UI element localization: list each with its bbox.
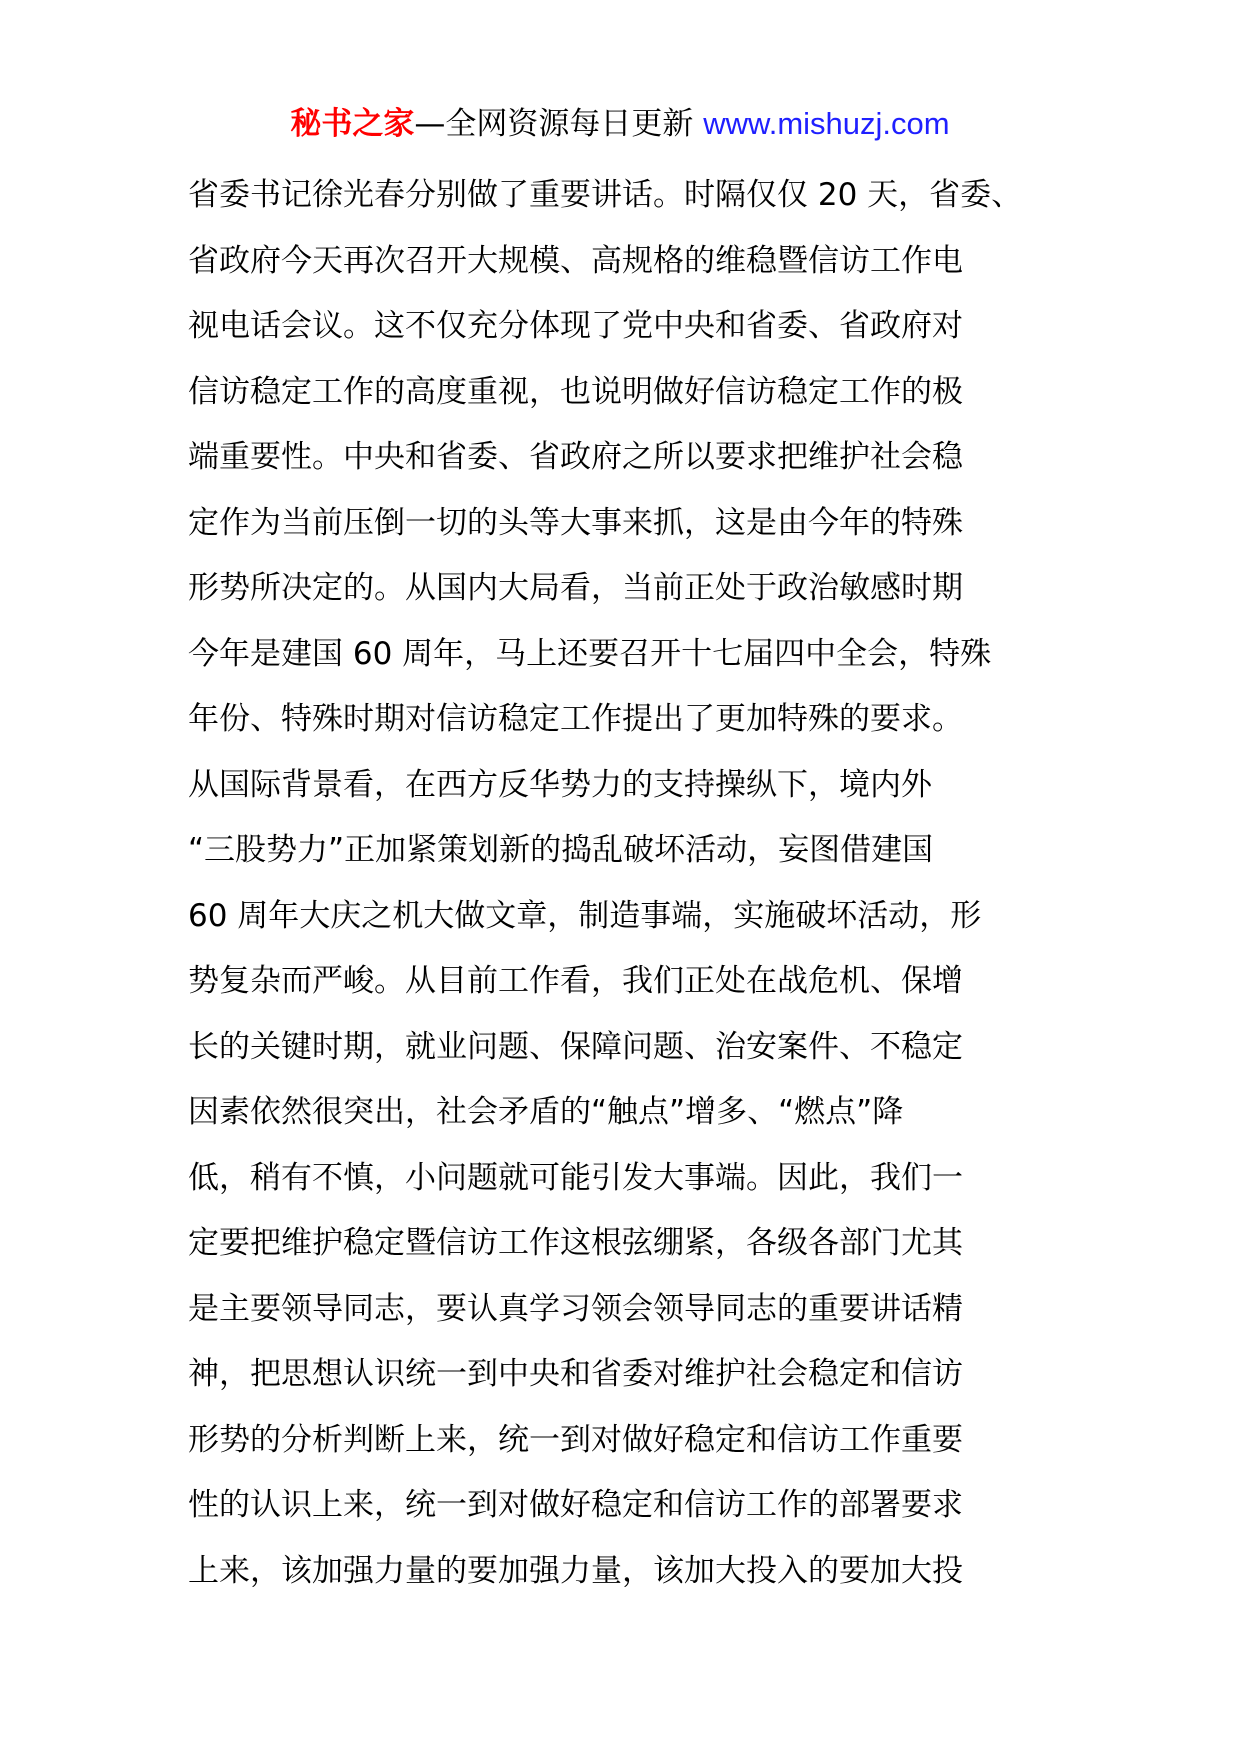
text-line: 是主要领导同志，要认真学习领会领导同志的重要讲话精 (188, 1290, 963, 1327)
text-line: 性的认识上来，统一到对做好稳定和信访工作的部署要求 (188, 1487, 963, 1523)
text-line: 从国际背景看，在西方反华势力的支持操纵下，境内外 (188, 766, 932, 803)
page-header (0, 100, 1240, 148)
brand-name: 秘书之家 (290, 106, 415, 142)
text-line: 省政府今天再次召开大规模、高规格的维稳暨信访工作电 (188, 242, 963, 279)
text-line: 上来，该加强力量的要加强力量，该加大投入的要加大投 (188, 1552, 963, 1589)
text-line: 因素依然很突出，社会矛盾的“触点”增多、“燃点”降 (188, 1094, 904, 1130)
text-line: 年份、特殊时期对信访稳定工作提出了更加特殊的要求。 (188, 701, 963, 737)
text-line: 低，稍有不慎，小问题就可能引发大事端。因此，我们一 (188, 1159, 963, 1196)
text-line: 省委书记徐光春分别做了重要讲话。时隔仅仅 20 天，省委、 (188, 177, 1023, 213)
text-line: 形势所决定的。从国内大局看，当前正处于政治敏感时期 (188, 570, 963, 606)
text-line: 60 周年大庆之机大做文章，制造事端，实施破坏活动，形 (188, 897, 982, 934)
text-line: “三股势力”正加紧策划新的捣乱破坏活动，妄图借建国 (188, 832, 934, 868)
text-line: 势复杂而严峻。从目前工作看，我们正处在战危机、保增 (188, 963, 963, 999)
document-body (188, 163, 1088, 1604)
text-line: 定作为当前压倒一切的头等大事来抓，这是由今年的特殊 (188, 504, 963, 541)
site-url-link[interactable]: www.mishuzj.com (703, 106, 950, 141)
text-line: 视电话会议。这不仅充分体现了党中央和省委、省政府对 (188, 308, 963, 344)
text-line: 长的关键时期，就业问题、保障问题、治安案件、不稳定 (188, 1028, 963, 1065)
text-line: 神，把思想认识统一到中央和省委对维护社会稳定和信访 (188, 1356, 963, 1392)
text-line: 信访稳定工作的高度重视，也说明做好信访稳定工作的极 (188, 373, 963, 410)
header-tagline: —全网资源每日更新 (414, 106, 704, 142)
text-line: 形势的分析判断上来，统一到对做好稳定和信访工作重要 (188, 1421, 963, 1458)
text-line: 今年是建国 60 周年，马上还要召开十七届四中全会，特殊 (188, 635, 992, 672)
text-line: 定要把维护稳定暨信访工作这根弦绷紧，各级各部门尤其 (188, 1225, 963, 1261)
text-line: 端重要性。中央和省委、省政府之所以要求把维护社会稳 (188, 439, 963, 475)
